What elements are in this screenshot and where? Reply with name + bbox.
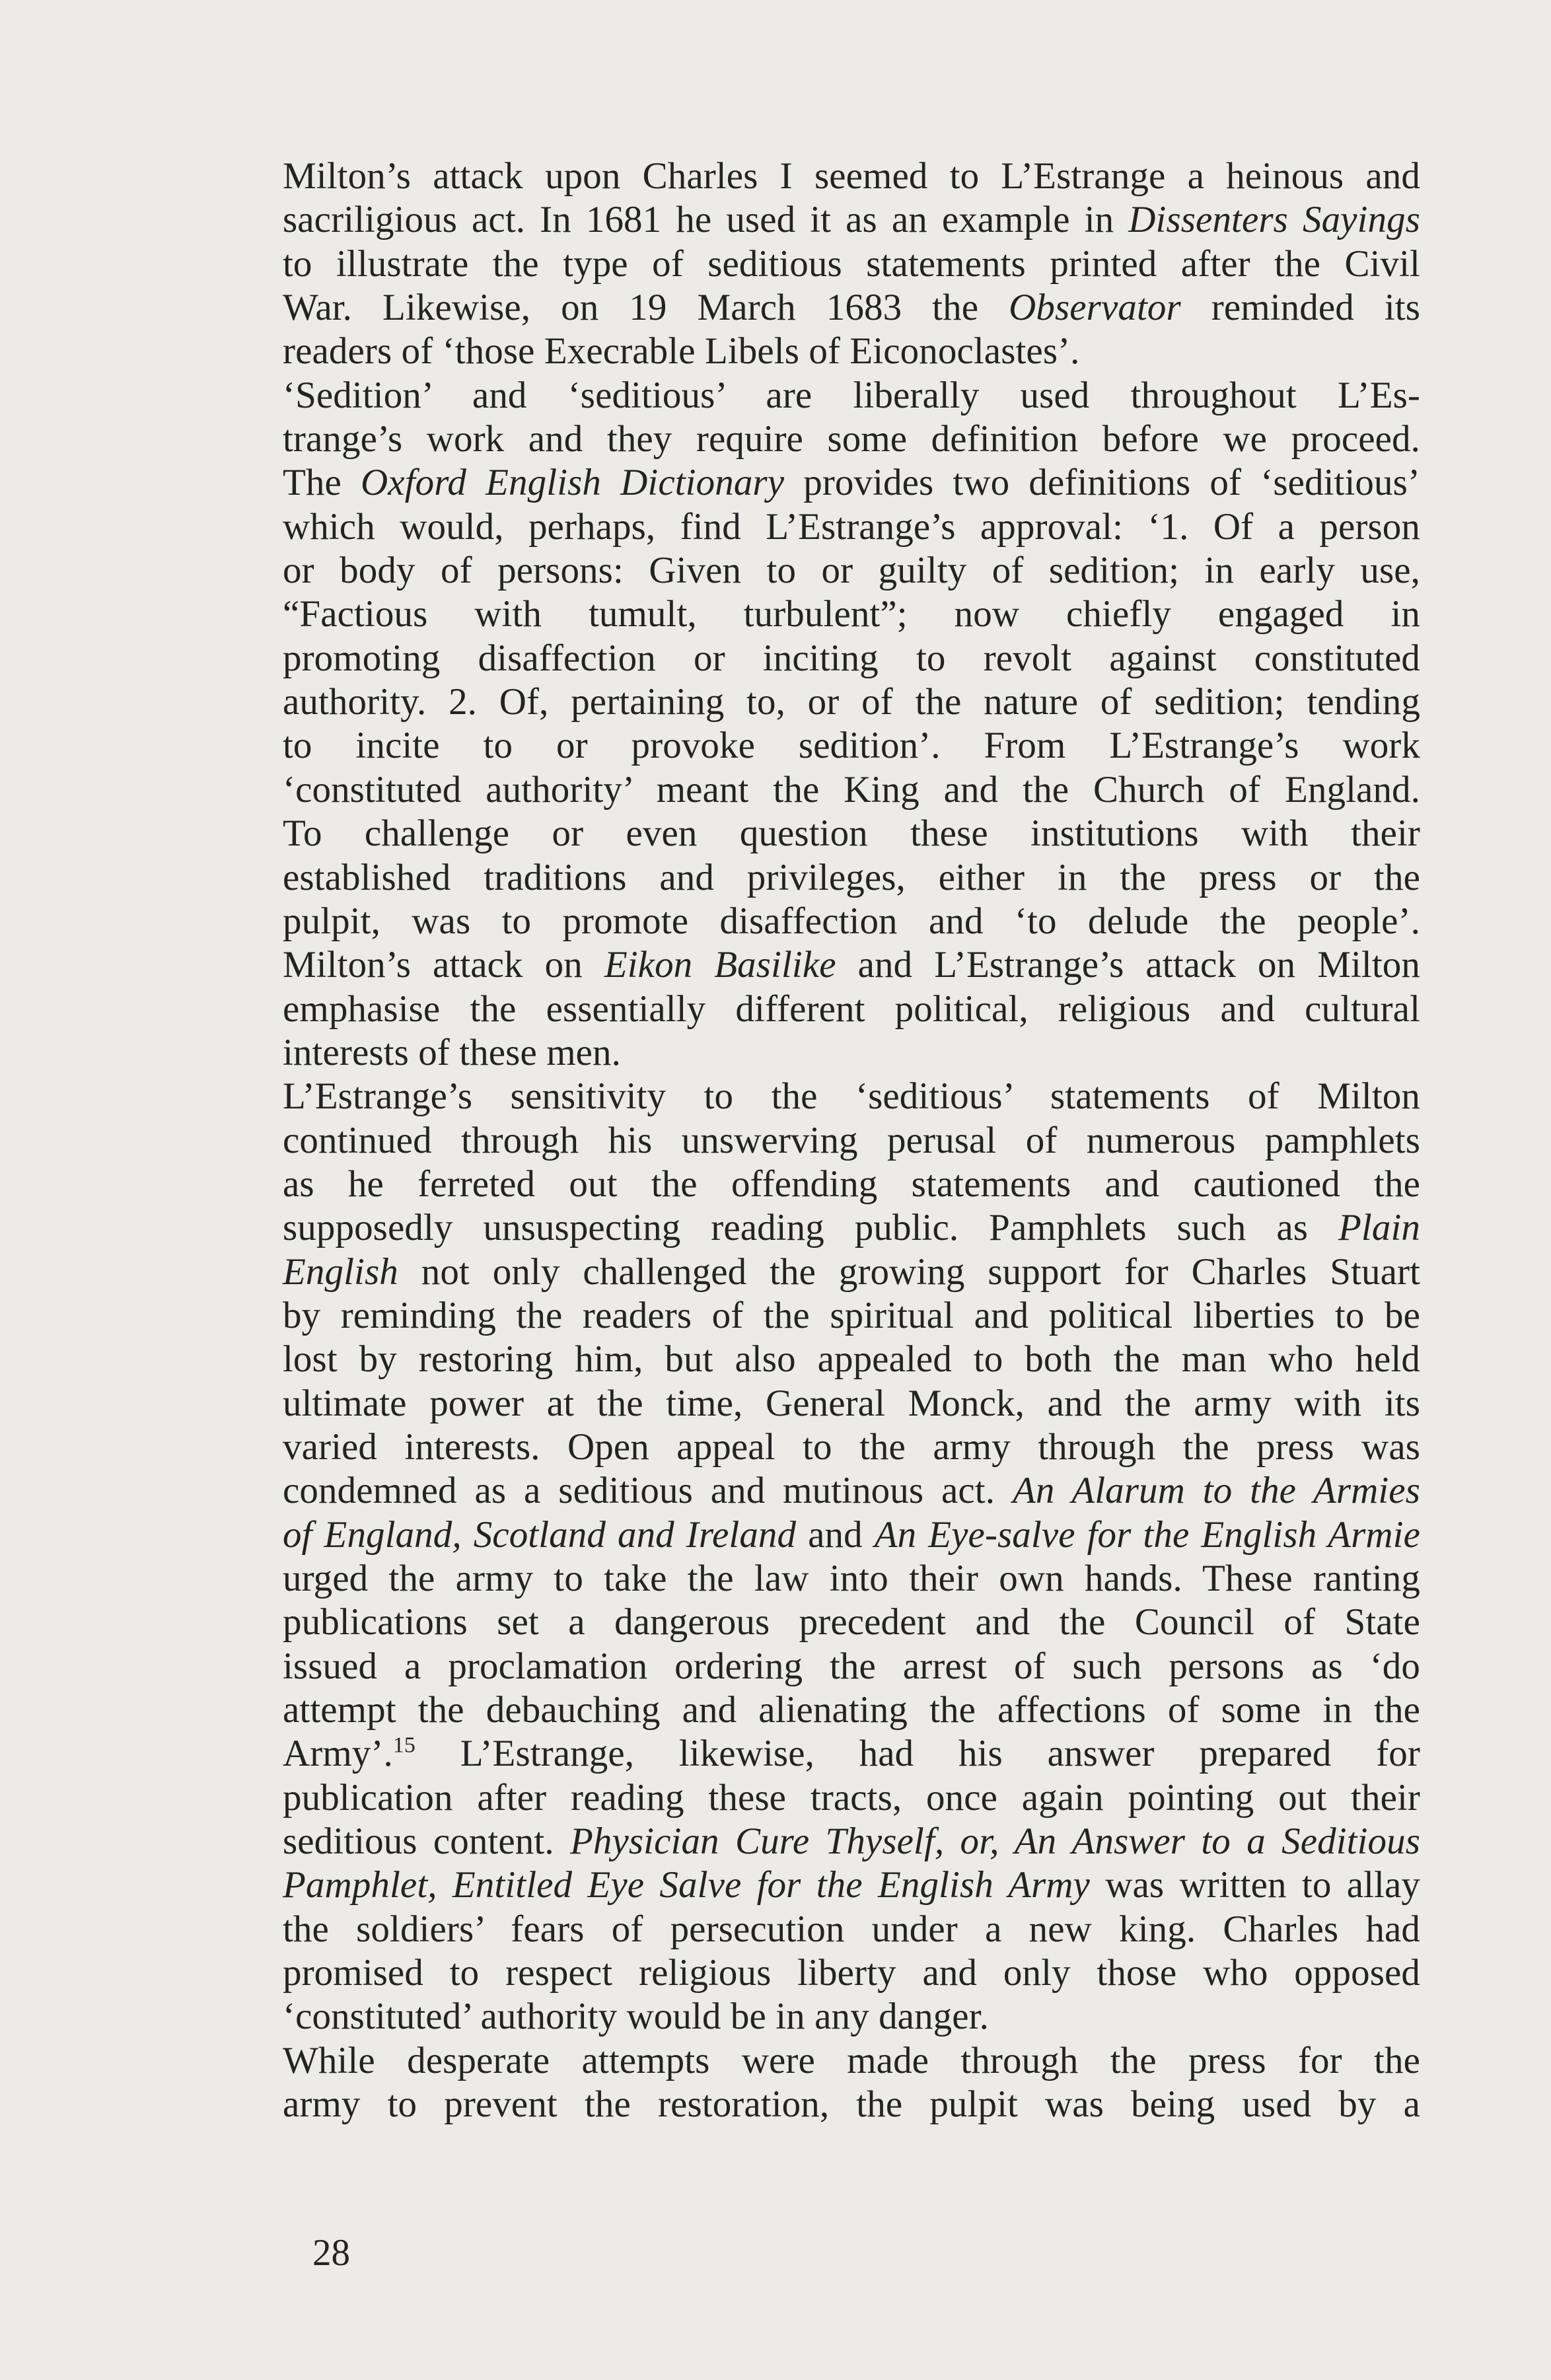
- text-line: [283, 549, 1420, 593]
- text-line: [283, 1688, 1420, 1732]
- text-line: [283, 637, 1420, 680]
- text-line: [283, 330, 1420, 373]
- text-line: [283, 2039, 1420, 2083]
- text-segment: Milton’s attack on: [283, 944, 604, 986]
- italic-title: An Alarum to the Armies: [1012, 1470, 1420, 1512]
- text-segment: or body of persons: Given to or guilty of sedition; in early use,: [283, 550, 1420, 592]
- footnote-ref: 15: [392, 1733, 416, 1758]
- text-segment: reminded its: [1180, 287, 1420, 329]
- text-line: [283, 1863, 1420, 1907]
- text-line: [283, 242, 1420, 286]
- text-segment: emphasise the essentially different political, religious and cultural: [283, 988, 1420, 1030]
- text-line: [283, 943, 1420, 987]
- text-line: [283, 1031, 1420, 1075]
- text-segment: L’Estrange, likewise, had his answer prepared for: [415, 1733, 1420, 1775]
- italic-title: Observator: [1009, 287, 1181, 329]
- text-segment: not only challenged the growing support for Charles Stuart: [398, 1250, 1420, 1293]
- text-segment: To challenge or even question these institutions with their: [283, 812, 1420, 855]
- text-line: [283, 1163, 1420, 1206]
- text-line: [283, 1075, 1420, 1118]
- text-line: [283, 1776, 1420, 1820]
- text-line: [283, 1119, 1420, 1163]
- text-segment: established traditions and privileges, either in the press or the: [283, 856, 1420, 898]
- text-segment: sacriligious act. In 1681 he used it as an example in: [283, 199, 1129, 241]
- body-text: [283, 155, 1420, 2126]
- text-segment: issued a proclamation ordering the arrest of such persons as ‘do: [283, 1645, 1420, 1687]
- italic-title: of England, Scotland and Ireland: [283, 1513, 797, 1556]
- text-line: [283, 1250, 1420, 1294]
- text-segment: and: [796, 1513, 875, 1556]
- text-line: [283, 417, 1420, 461]
- text-segment: publications set a dangerous precedent and the Council of State: [283, 1601, 1420, 1643]
- text-segment: lost by restoring him, but also appealed to both the man who held: [283, 1338, 1420, 1381]
- text-segment: the soldiers’ fears of persecution under a new king. Charles had: [283, 1908, 1420, 1950]
- italic-title: Physician Cure Thyself, or, An Answer to a Seditious: [569, 1821, 1420, 1863]
- text-segment: Milton’s attack upon Charles I seemed to L’Estrange a heinous and: [283, 155, 1420, 197]
- text-segment: “Factious with tumult, turbulent”; now chiefly engaged in: [283, 593, 1420, 635]
- text-segment: promoting disaffection or inciting to revolt against constituted: [283, 637, 1420, 679]
- text-segment: pulpit, was to promote disaffection and ‘to delude the people’.: [283, 900, 1420, 942]
- text-line: [283, 1908, 1420, 1951]
- text-segment: readers of ‘those Execrable Libels of Eiconoclastes’.: [283, 330, 1080, 373]
- text-segment: continued through his unswerving perusal of numerous pamphlets: [283, 1119, 1420, 1161]
- text-segment: seditious content.: [283, 1821, 570, 1863]
- text-line: [283, 900, 1420, 943]
- text-line: [283, 680, 1420, 724]
- text-segment: to incite to or provoke sedition’. From L’Estrange’s work: [283, 725, 1420, 767]
- text-line: [283, 1469, 1420, 1513]
- text-line: [283, 1557, 1420, 1601]
- page-number: 28: [312, 2232, 350, 2274]
- text-segment: by reminding the readers of the spiritual and political liberties to be: [283, 1294, 1420, 1336]
- text-segment: Army’.: [283, 1733, 393, 1775]
- text-segment: interests of these men.: [283, 1031, 621, 1073]
- text-line: [283, 1294, 1420, 1338]
- text-line: [283, 1513, 1420, 1557]
- text-segment: L’Estrange’s sensitivity to the ‘seditious’ statements of Milton: [283, 1075, 1420, 1118]
- text-segment: ultimate power at the time, General Monck, and the army with its: [283, 1382, 1420, 1424]
- italic-title: An Eye-salve for the English Armie: [874, 1513, 1420, 1556]
- text-segment: and L’Estrange’s attack on Milton: [836, 944, 1420, 986]
- text-line: [283, 1732, 1420, 1776]
- italic-title: Eikon Basilike: [604, 944, 836, 986]
- text-line: [283, 1206, 1420, 1250]
- text-segment: supposedly unsuspecting reading public. Pamphlets such as: [283, 1207, 1338, 1249]
- text-line: [283, 1995, 1420, 2038]
- text-line: [283, 1645, 1420, 1688]
- text-line: [283, 593, 1420, 636]
- text-segment: While desperate attempts were made through the press for the: [283, 2039, 1420, 2081]
- text-line: [283, 198, 1420, 242]
- text-line: [283, 1425, 1420, 1469]
- text-line: [283, 505, 1420, 549]
- text-line: [283, 856, 1420, 900]
- text-segment: army to prevent the restoration, the pulpit was being used by a: [283, 2083, 1420, 2126]
- text-segment: attempt the debauching and alienating the affections of some in the: [283, 1689, 1420, 1731]
- text-line: [283, 374, 1420, 417]
- text-segment: which would, perhaps, find L’Estrange’s approval: ‘1. Of a person: [283, 505, 1420, 548]
- text-line: [283, 1951, 1420, 1995]
- text-line: [283, 812, 1420, 855]
- text-line: [283, 988, 1420, 1031]
- text-line: [283, 461, 1420, 505]
- text-segment: trange’s work and they require some definition before we proceed.: [283, 418, 1420, 460]
- text-segment: urged the army to take the law into their own hands. These ranting: [283, 1558, 1420, 1599]
- text-segment: as he ferreted out the offending statements and cautioned the: [283, 1163, 1420, 1205]
- text-segment: provides two definitions of ‘seditious’: [784, 462, 1420, 504]
- text-segment: varied interests. Open appeal to the army through the press was: [283, 1425, 1420, 1468]
- text-segment: War. Likewise, on 19 March 1683 the: [283, 287, 1009, 329]
- text-line: [283, 768, 1420, 812]
- text-line: [283, 155, 1420, 198]
- text-segment: promised to respect religious liberty and only those who opposed: [283, 1952, 1420, 1994]
- text-line: [283, 1382, 1420, 1425]
- text-segment: The: [283, 462, 361, 504]
- text-segment: condemned as a seditious and mutinous act.: [283, 1470, 1013, 1512]
- text-line: [283, 286, 1420, 330]
- italic-title: Oxford English Dictionary: [361, 462, 785, 504]
- italic-title: Dissenters Sayings: [1128, 199, 1420, 241]
- text-line: [283, 1601, 1420, 1644]
- text-segment: ‘constituted’ authority would be in any danger.: [283, 1996, 989, 2038]
- text-segment: authority. 2. Of, pertaining to, or of the nature of sedition; tending: [283, 681, 1420, 723]
- italic-title: Plain: [1338, 1207, 1420, 1249]
- text-line: [283, 1338, 1420, 1381]
- italic-title: Pamphlet, Entitled Eye Salve for the English Army: [283, 1864, 1090, 1906]
- text-line: [283, 2083, 1420, 2126]
- text-segment: to illustrate the type of seditious statements printed after the Civil: [283, 242, 1420, 285]
- text-line: [283, 724, 1420, 768]
- text-segment: was written to allay: [1089, 1864, 1420, 1906]
- text-segment: ‘Sedition’ and ‘seditious’ are liberally used throughout L’Es-: [283, 374, 1420, 416]
- italic-title: English: [283, 1250, 398, 1293]
- text-line: [283, 1820, 1420, 1863]
- text-segment: ‘constituted authority’ meant the King and the Church of England.: [283, 768, 1420, 811]
- text-segment: publication after reading these tracts, once again pointing out their: [283, 1776, 1420, 1819]
